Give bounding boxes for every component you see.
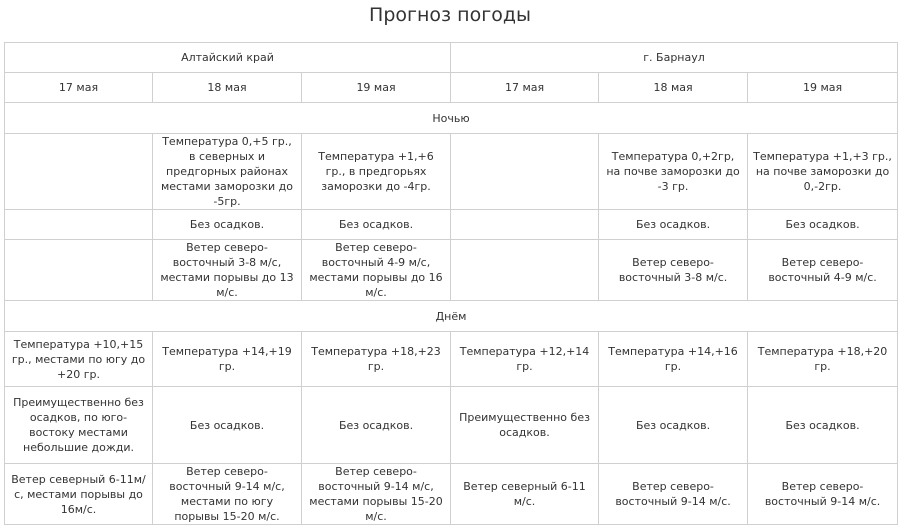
region-header-barnaul: г. Барнаул (451, 43, 898, 73)
forecast-cell: Температура 0,+2гр, на почве заморозки до -3 гр. (599, 134, 748, 210)
section-row-night (5, 103, 898, 134)
forecast-cell: Ветер северо-восточный 9-14 м/с. (748, 464, 898, 525)
forecast-table (4, 42, 898, 525)
forecast-cell: Температура +1,+3 гр., на почве заморозки до 0,-2гр. (748, 134, 898, 210)
forecast-cell: Без осадков. (748, 387, 898, 464)
forecast-cell: Без осадков. (748, 210, 898, 240)
date-header: 19 мая (302, 73, 451, 103)
date-header: 19 мая (748, 73, 898, 103)
forecast-cell (5, 134, 153, 210)
forecast-cell: Ветер северо-восточный 9-14 м/с, местами порывы 15-20 м/с. (302, 464, 451, 525)
forecast-cell: Температура +14,+16 гр. (599, 332, 748, 387)
night-temperature-row (5, 134, 898, 210)
forecast-cell (5, 240, 153, 301)
forecast-cell: Ветер северо-восточный 9-14 м/с. (599, 464, 748, 525)
forecast-cell: Температура +18,+20 гр. (748, 332, 898, 387)
section-header-night: Ночью (5, 103, 898, 134)
section-row-day (5, 301, 898, 332)
forecast-cell: Температура +14,+19 гр. (153, 332, 302, 387)
night-wind-row (5, 240, 898, 301)
forecast-cell: Ветер северо-восточный 3-8 м/с. (599, 240, 748, 301)
forecast-cell: Температура +10,+15 гр., местами по югу до +20 гр. (5, 332, 153, 387)
date-header: 18 мая (153, 73, 302, 103)
day-temperature-row (5, 332, 898, 387)
region-header-altai: Алтайский край (5, 43, 451, 73)
section-header-day: Днём (5, 301, 898, 332)
date-header-row (5, 73, 898, 103)
forecast-cell: Без осадков. (153, 387, 302, 464)
forecast-cell (451, 134, 599, 210)
forecast-cell: Ветер северо-восточный 9-14 м/с, местами по югу порывы 15-20 м/с. (153, 464, 302, 525)
date-header: 17 мая (5, 73, 153, 103)
forecast-cell: Температура 0,+5 гр., в северных и предгорных районах местами заморозки до -5гр. (153, 134, 302, 210)
forecast-cell: Температура +12,+14 гр. (451, 332, 599, 387)
forecast-cell: Ветер северо-восточный 4-9 м/с, местами порывы до 16 м/с. (302, 240, 451, 301)
date-header: 17 мая (451, 73, 599, 103)
forecast-cell: Без осадков. (302, 387, 451, 464)
forecast-cell: Ветер северо-восточный 4-9 м/с. (748, 240, 898, 301)
region-header-row (5, 43, 898, 73)
forecast-cell: Без осадков. (599, 387, 748, 464)
forecast-cell: Ветер северо-восточный 3-8 м/с, местами порывы до 13 м/с. (153, 240, 302, 301)
forecast-cell: Без осадков. (153, 210, 302, 240)
page-title: Прогноз погоды (369, 4, 531, 26)
forecast-cell: Ветер северный 6-11 м/с. (451, 464, 599, 525)
day-precipitation-row (5, 387, 898, 464)
night-precipitation-row (5, 210, 898, 240)
date-header: 18 мая (599, 73, 748, 103)
forecast-cell: Температура +1,+6 гр., в предгорьях заморозки до -4гр. (302, 134, 451, 210)
forecast-cell: Ветер северный 6-11м/с, местами порывы до 16м/с. (5, 464, 153, 525)
forecast-cell: Преимущественно без осадков, по юго-востоку местами небольшие дожди. (5, 387, 153, 464)
forecast-cell (451, 210, 599, 240)
forecast-cell (5, 210, 153, 240)
forecast-cell: Без осадков. (302, 210, 451, 240)
day-wind-row (5, 464, 898, 525)
forecast-cell: Преимущественно без осадков. (451, 387, 599, 464)
forecast-cell: Температура +18,+23 гр. (302, 332, 451, 387)
forecast-cell: Без осадков. (599, 210, 748, 240)
forecast-cell (451, 240, 599, 301)
